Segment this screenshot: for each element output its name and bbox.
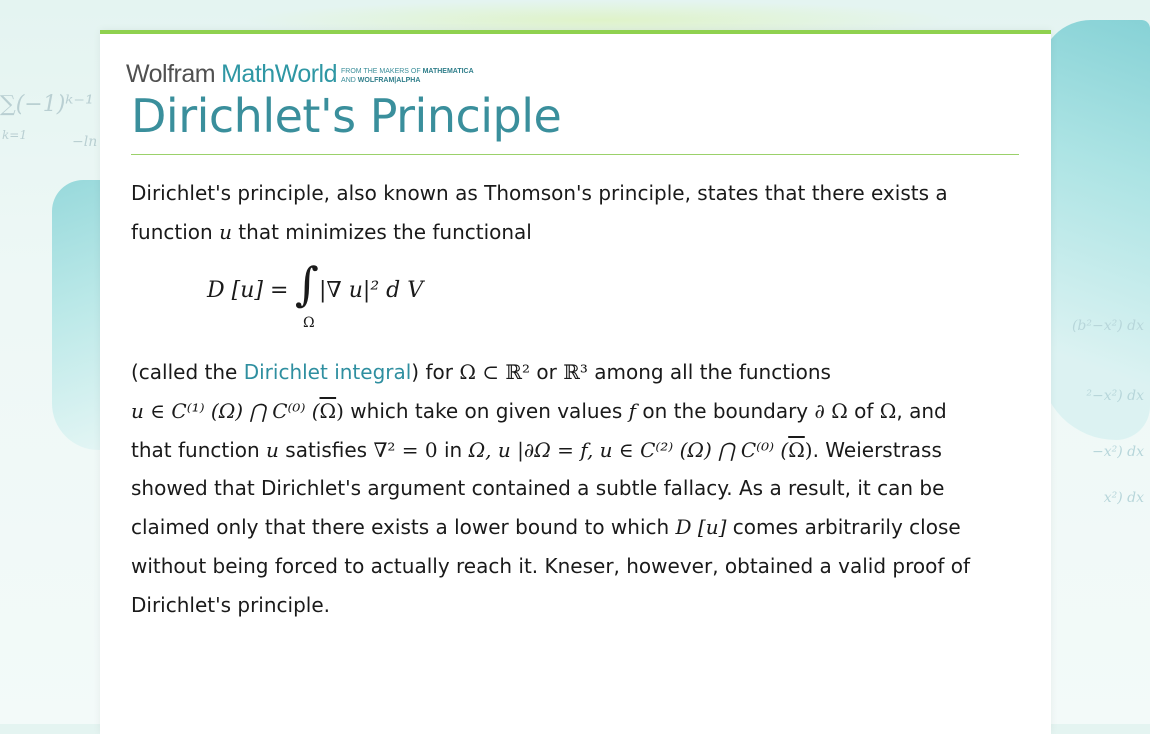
article-card bbox=[100, 30, 1051, 734]
math-u: u bbox=[219, 219, 232, 244]
dirichlet-integral-link[interactable]: Dirichlet integral bbox=[243, 360, 412, 385]
decorative-surface-right bbox=[1040, 20, 1150, 440]
text-satisfies: satisfies bbox=[278, 437, 374, 462]
logo-tagline-and: AND bbox=[341, 77, 356, 84]
math-omega-closure-2: $\overline{\Omega}$ bbox=[788, 437, 805, 462]
math-u-2: u bbox=[266, 437, 279, 462]
integral-sign: ∫ bbox=[295, 257, 319, 312]
logo-wolfram-text: Wolfram bbox=[126, 60, 216, 88]
text-intro: Dirichlet's principle, also known as Thomson's principle, states that there exists a bbox=[131, 181, 948, 205]
body-line-9 bbox=[131, 586, 1011, 625]
equation-lhs: D [u] = bbox=[207, 278, 289, 304]
text-called-the: (called the bbox=[131, 360, 244, 385]
background-formula-right-3: −x²) dx bbox=[1091, 444, 1144, 460]
title-divider bbox=[131, 154, 1019, 155]
text-among: among all the functions bbox=[587, 360, 831, 385]
background-formula-index: k=1 bbox=[2, 128, 27, 142]
background-formula-right-2: ²−x²) dx bbox=[1086, 388, 1144, 404]
body-line-4 bbox=[131, 392, 1011, 431]
text-kneser: without being forced to actually reach it. Kneser, however, obtained a valid proof of bbox=[131, 553, 971, 578]
text-weierstrass: . Weierstrass bbox=[812, 437, 942, 462]
page-title: Dirichlet's Principle bbox=[131, 89, 562, 143]
text-lower-bound: claimed only that there exists a lower bound to which bbox=[131, 515, 676, 540]
math-u-in-c1: u ∈ C⁽¹⁾ (Ω) ⋂ C⁽⁰⁾ ( bbox=[131, 399, 320, 424]
text-for: ) for bbox=[411, 360, 460, 385]
text-in: in bbox=[437, 437, 469, 462]
logo-tagline-from: FROM THE MAKERS OF bbox=[341, 68, 421, 75]
body-line-5 bbox=[131, 431, 1011, 470]
text-principle-end: Dirichlet's principle. bbox=[131, 592, 331, 617]
math-r3: ℝ³ bbox=[563, 360, 588, 385]
math-omega-closure: $\overline{\Omega}$ bbox=[319, 399, 337, 424]
body-line-2 bbox=[131, 213, 1011, 252]
text-minimizes: that minimizes the functional bbox=[231, 219, 532, 244]
mathworld-logo[interactable] bbox=[126, 60, 474, 89]
body-line-6 bbox=[131, 469, 1011, 508]
text-that-function: that function bbox=[131, 437, 267, 462]
math-close-paren: ) bbox=[336, 399, 344, 424]
text-and: , and bbox=[896, 399, 947, 424]
math-f: f bbox=[628, 399, 637, 424]
background-formula-sum: ∑(−1)ᵏ⁻¹ bbox=[0, 92, 94, 117]
math-omega: Ω bbox=[879, 399, 897, 424]
text-function: function bbox=[131, 219, 220, 244]
math-boundary-condition: Ω, u |∂Ω = f, u ∈ C⁽²⁾ (Ω) ⋂ C⁽⁰⁾ ( bbox=[468, 437, 789, 462]
dirichlet-integral-equation bbox=[131, 251, 1011, 353]
body-line-3 bbox=[131, 353, 1011, 392]
logo-tagline-alpha: WOLFRAM|ALPHA bbox=[357, 77, 421, 84]
background-formula-ln: −ln bbox=[72, 134, 98, 150]
text-fallacy: showed that Dirichlet's argument contained a subtle fallacy. As a result, it can be bbox=[131, 476, 945, 501]
text-arbitrarily-close: comes arbitrarily close bbox=[726, 515, 961, 540]
math-boundary: ∂ Ω bbox=[814, 399, 848, 424]
body-line-7 bbox=[131, 508, 1011, 547]
text-on-boundary: on the boundary bbox=[636, 399, 815, 424]
math-omega-subset-r2: Ω ⊂ ℝ² bbox=[459, 360, 531, 385]
text-which-take: which take on given values bbox=[343, 399, 629, 424]
text-of: of bbox=[847, 399, 880, 424]
body-line-1 bbox=[131, 174, 1011, 213]
background-formula-right-4: x²) dx bbox=[1103, 490, 1144, 506]
equation-rhs: |∇ u|² d V bbox=[319, 278, 424, 304]
math-d-u: D [u] bbox=[675, 515, 727, 540]
math-close-paren-2: ) bbox=[804, 437, 813, 462]
integral-domain: Ω bbox=[303, 315, 315, 332]
logo-tagline-mathematica: MATHEMATICA bbox=[422, 68, 474, 75]
math-laplace: ∇² = 0 bbox=[373, 437, 438, 462]
body-line-8 bbox=[131, 547, 1011, 586]
article-body bbox=[131, 174, 1011, 624]
text-or: or bbox=[530, 360, 564, 385]
logo-mathworld-text: MathWorld bbox=[221, 60, 338, 88]
logo-tagline bbox=[341, 67, 474, 85]
background-formula-right-1: (b²−x²) dx bbox=[1071, 318, 1144, 334]
